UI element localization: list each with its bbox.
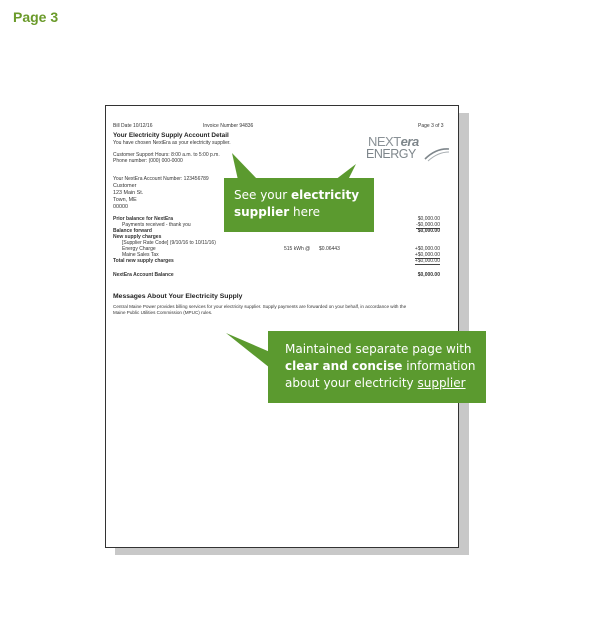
callout-separate-page <box>268 331 486 403</box>
chosen-supplier-line: You have chosen NextEra as your electricity supplier. <box>113 140 231 146</box>
page-of: Page 3 of 3 <box>418 123 444 129</box>
energy-usage: 515 kWh @ <box>284 246 311 252</box>
line-label: Payments received - thank you <box>122 222 191 228</box>
callout2-text-underlined: supplier <box>417 376 466 390</box>
callout2-text: information <box>402 359 476 373</box>
bill-page <box>105 105 459 548</box>
line-amount: $0,000.00 <box>417 228 440 234</box>
callout2-text: about your electricity <box>285 376 418 390</box>
line-label: Prior balance for NextEra <box>113 216 174 222</box>
nextera-logo-swoosh-icon <box>424 146 450 162</box>
address-line: Customer <box>113 183 137 189</box>
line-amount: +$0,000.00 <box>414 252 440 258</box>
bill-date: Bill Date 10/12/16 <box>113 123 153 129</box>
address-line: 123 Main St. <box>113 190 144 196</box>
messages-body: Maine Public Utilities Commission (MPUC) rules. <box>113 310 213 315</box>
line-label: Balance forward <box>113 228 152 234</box>
callout1-text-bold: electricity <box>291 188 360 202</box>
nextera-logo: NEXTera <box>368 134 419 149</box>
energy-rate: $0.06443 <box>319 246 340 252</box>
section-title: Your Electricity Supply Account Detail <box>113 132 229 139</box>
invoice-number: Invoice Number 94836 <box>203 123 254 129</box>
line-amount: +$0,000.00 <box>414 246 440 252</box>
callout1-text: See your <box>234 188 291 202</box>
messages-title: Messages About Your Electricity Supply <box>113 293 243 300</box>
nextera-logo-energy: ENERGY <box>366 147 416 161</box>
account-balance-amount: $0,000.00 <box>417 272 440 278</box>
address-line: Town, ME <box>113 197 137 203</box>
line-amount: +$0,000.00 <box>414 258 440 264</box>
line-amount: -$0,000.00 <box>416 222 440 228</box>
account-number: Your NextEra Account Number: 123456789 <box>113 176 209 182</box>
line-label: [Supplier Rate Code] (9/10/16 to 10/11/16) <box>122 240 216 246</box>
support-hours: Customer Support Hours: 8:00 a.m. to 5:00 p.m. <box>113 152 220 158</box>
line-label: Maine Sales Tax <box>122 252 159 258</box>
callout1-text: here <box>289 205 321 219</box>
line-amount: $0,000.00 <box>417 216 440 222</box>
messages-body: Central Maine Power provides billing services for your electricity supplier. Supply payments are forwarded on your behalf, in accordance with the <box>113 304 407 309</box>
callout-supplier <box>224 178 374 232</box>
page-label: Page 3 <box>13 9 59 25</box>
line-label: Total new supply charges <box>113 258 174 264</box>
address-line: 00000 <box>113 204 128 210</box>
phone-number: Phone number: (000) 000-0000 <box>113 158 183 164</box>
line-label: Energy Charge <box>122 246 156 252</box>
callout2-text-bold: clear and concise <box>285 359 403 373</box>
callout2-text: Maintained separate page with <box>285 342 472 356</box>
account-balance-label: NextEra Account Balance <box>113 272 174 278</box>
line-label: New supply charges <box>113 234 162 240</box>
callout1-text-bold: supplier <box>234 205 290 219</box>
